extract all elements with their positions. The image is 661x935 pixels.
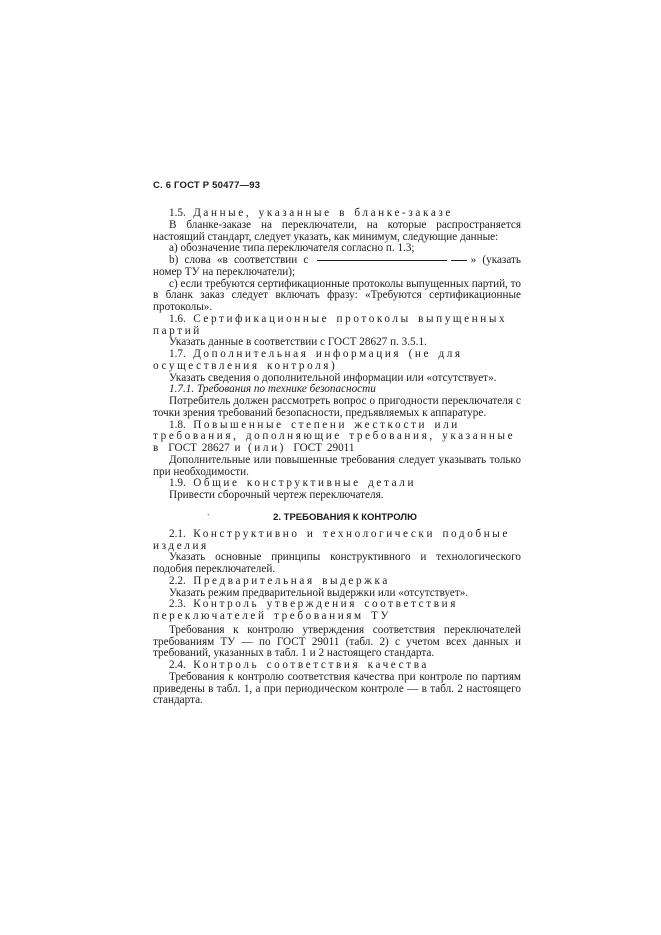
list-item-b: [153, 255, 521, 279]
heading-text: Общие конструктивные детали: [193, 477, 417, 490]
paragraph-2-4: Требования к контролю соответствия качества при контроле по партиям приведены в табл. 1, а при периодическом контроле — в табл. 2 настоящего стандарта.: [153, 670, 521, 707]
heading-text: Контроль утверждения соответствия переключателей требованиям ТУ: [153, 598, 458, 622]
heading-number: 2.3.: [169, 598, 186, 611]
list-item-b-prefix: b) слова «в соответствии с: [169, 254, 309, 266]
heading-tail-gost-29011: ГОСТ 29011: [293, 442, 355, 454]
heading-1-6: [153, 314, 521, 338]
paragraph-2-1: Указать основные принципы конструктивного и технологического подобия переключателей.: [153, 551, 521, 575]
fill-in-blank: [317, 260, 447, 261]
heading-text: Дополнительная информация (не для осуществления контроля): [153, 348, 463, 372]
heading-number: 2.1.: [169, 527, 186, 540]
section-2-heading: [153, 512, 521, 524]
heading-number: 1.6.: [169, 312, 186, 325]
paragraph-1-5-intro: В бланке-заказе на переключатели, на которые распространяется настоящий стандарт, следует указать, как минимум, следующие данные:: [153, 218, 521, 243]
heading-text: Повышенные степени жесткости или требования, дополняющие требования, указанные в: [153, 418, 516, 454]
heading-tail-or: (или): [247, 442, 286, 454]
heading-text: Предварительная выдержка: [193, 574, 390, 587]
paragraph-1-7-1: Потребитель должен рассмотреть вопрос о пригодности переключателя с точки зрения требований безопасности, предъявляемых к аппаратуре.: [153, 395, 521, 419]
heading-number: 2.2.: [169, 574, 186, 587]
paragraph-1-7: Указать сведения о дополнительной информации или «отсутствует».: [169, 371, 497, 384]
heading-2-3: [153, 599, 521, 623]
heading-number: 2.4.: [169, 659, 186, 671]
heading-tail-gost-28627: ГОСТ 28627 и: [168, 442, 241, 454]
heading-1-5: [153, 208, 521, 220]
heading-number: 1.8.: [169, 418, 186, 431]
paragraph-1-8: Дополнительные или повышенные требования следует указывать только при необходимости.: [153, 453, 521, 478]
paragraph-1-6: Указать данные в соответствии с ГОСТ 28627 п. 3.5.1.: [169, 336, 427, 349]
list-item-b-suffix: » (указать номер ТУ на переключатели);: [153, 254, 522, 278]
paragraph-2-2: Указать режим предварительной выдержки или «отсутствует».: [169, 586, 469, 599]
heading-2-2: [153, 576, 521, 588]
heading-1-7: [153, 349, 521, 373]
heading-1-7-1: 1.7.1. Требования по технике безопасности: [169, 383, 376, 396]
paragraph-2-3: Требования к контролю утверждения соответствия переключателей требованиям ТУ — по ГОСТ 29011 (табл. 2) с учетом всех данных и требований, указанных в табл. 1 и 2 настоящего стандарта.: [153, 623, 521, 660]
heading-2-4: [153, 660, 521, 672]
stray-mark: `: [207, 512, 210, 523]
heading-text: Конструктивно и технологически подобные изделия: [153, 527, 510, 552]
document-page: [153, 180, 521, 707]
section-2-title: 2. ТРЕБОВАНИЯ К КОНТРОЛЮ: [273, 511, 417, 523]
heading-number: 1.9.: [169, 477, 186, 490]
running-head: С. 6 ГОСТ Р 50477—93: [153, 180, 261, 191]
list-item-c: с) если требуются сертификационные протоколы выпущенных партий, то в бланк заказ следует включать фразу: «Требуются сертификационные протоколы».: [153, 277, 521, 313]
heading-2-1: [153, 529, 521, 553]
heading-number: 1.7.: [169, 348, 186, 360]
heading-text: Сертификационные протоколы выпущенных партий: [153, 312, 508, 337]
heading-1-8: [153, 420, 521, 455]
heading-number: 1.5.: [169, 207, 186, 219]
fill-in-blank-short: [451, 260, 467, 261]
list-item-a: а) обозначение типа переключателя согласно п. 1.3;: [169, 242, 415, 255]
paragraph-1-9: Привести сборочный чертеж переключателя.: [169, 489, 384, 501]
heading-text: Контроль соответствия качества: [193, 659, 429, 671]
heading-text: Данные, указанные в бланке-заказе: [193, 207, 453, 219]
